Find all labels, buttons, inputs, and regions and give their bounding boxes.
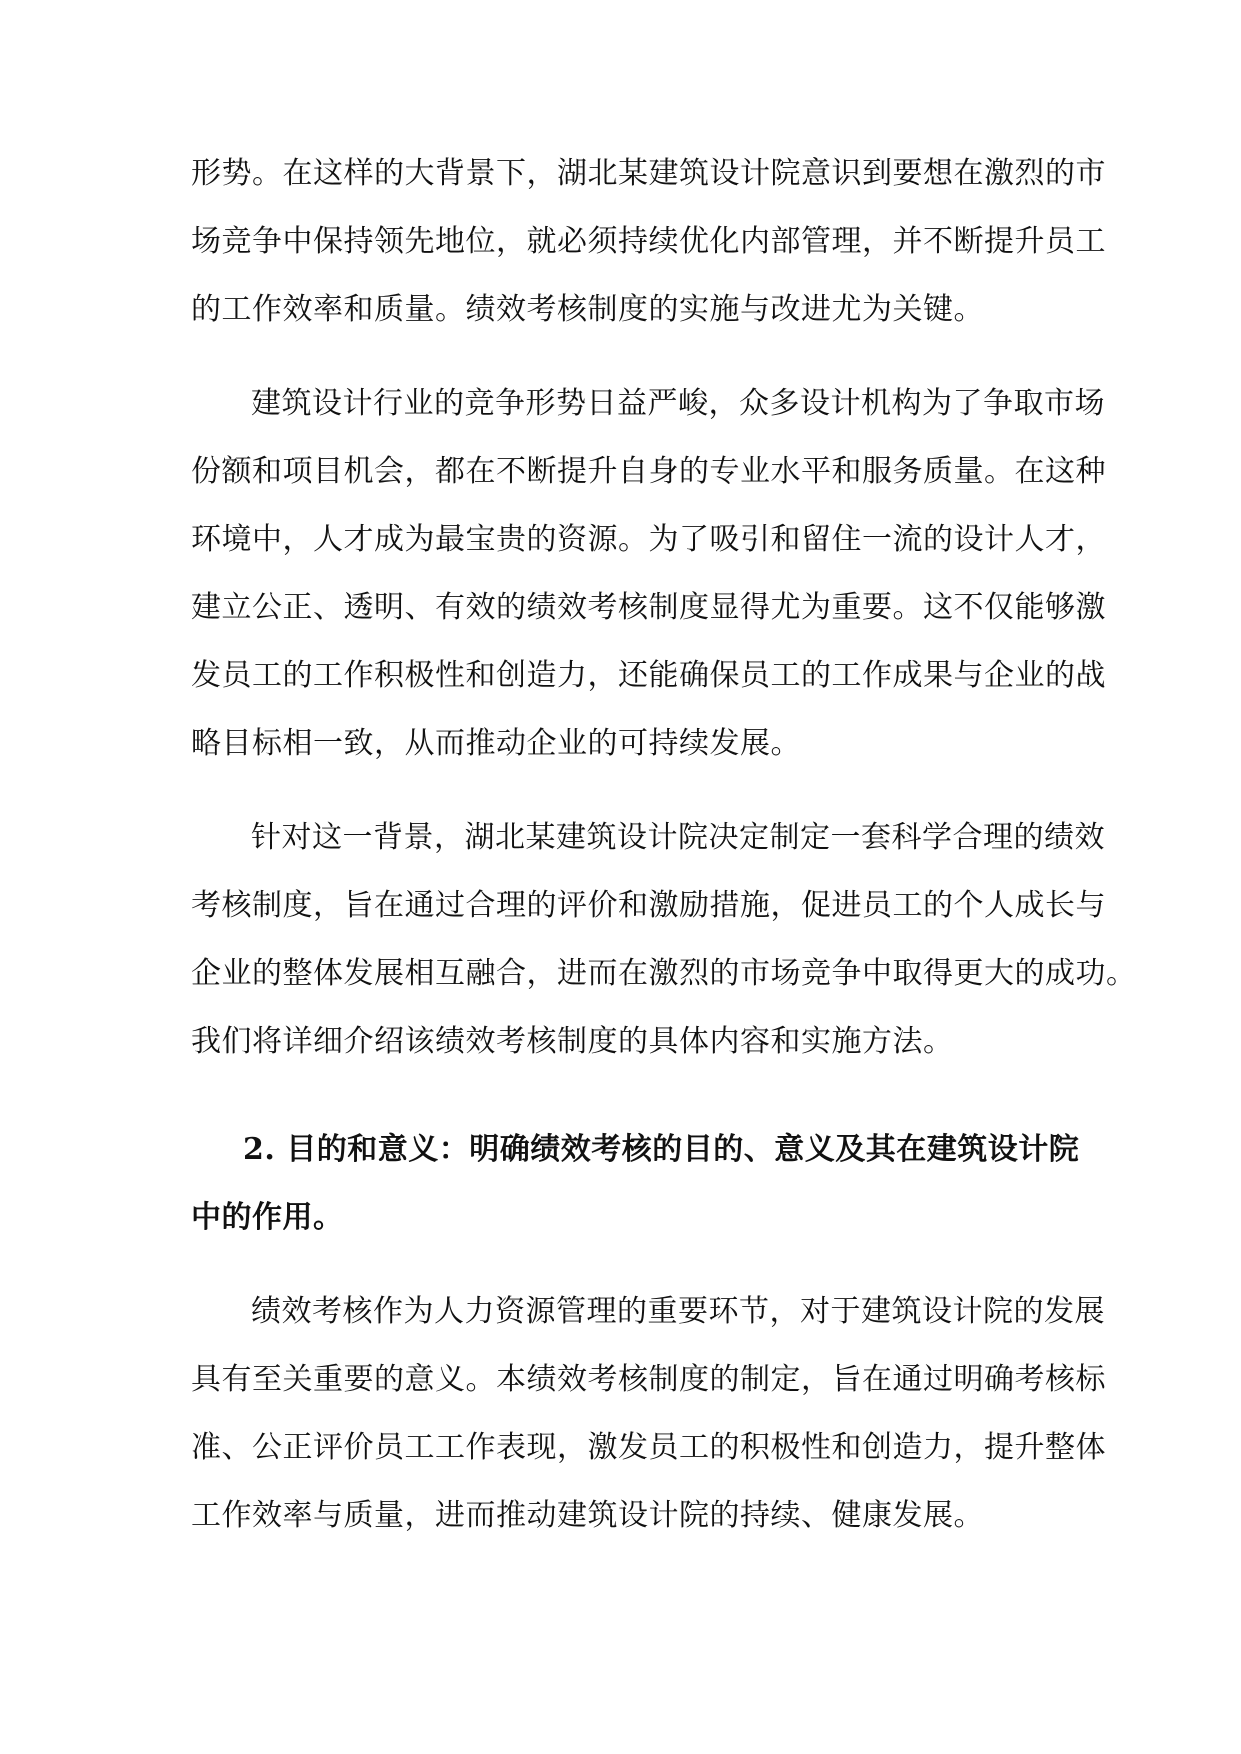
paragraph-line: 绩效考核作为人力资源管理的重要环节，对于建筑设计院的发展: [251, 1294, 1105, 1329]
paragraph-line: 针对这一背景，湖北某建筑设计院决定制定一套科学合理的绩效: [251, 820, 1105, 855]
paragraph-4: [191, 1278, 1106, 1550]
paragraph-line: 我们将详细介绍该绩效考核制度的具体内容和实施方法。: [191, 1024, 954, 1059]
heading-line: 中的作用。: [191, 1200, 344, 1235]
heading-line: 2. 目的和意义：明确绩效考核的目的、意义及其在建筑设计院: [243, 1132, 1080, 1167]
paragraph-line: 工作效率与质量，进而推动建筑设计院的持续、健康发展。: [191, 1498, 984, 1533]
paragraph-line: 略目标相一致，从而推动企业的可持续发展。: [191, 726, 801, 761]
paragraph-line: 建立公正、透明、有效的绩效考核制度显得尤为重要。这不仅能够激: [191, 590, 1106, 625]
paragraph-line: 形势。在这样的大背景下，湖北某建筑设计院意识到要想在激烈的市: [191, 156, 1106, 191]
paragraph-2: [191, 370, 1106, 778]
document-body: [191, 140, 1137, 1550]
paragraph-line: 环境中，人才成为最宝贵的资源。为了吸引和留住一流的设计人才，: [191, 522, 1106, 557]
paragraph-line: 具有至关重要的意义。本绩效考核制度的制定，旨在通过明确考核标: [191, 1362, 1106, 1397]
paragraph-3: [191, 804, 1137, 1076]
section-heading: [191, 1116, 1080, 1252]
paragraph-line: 准、公正评价员工工作表现，激发员工的积极性和创造力，提升整体: [191, 1430, 1106, 1465]
paragraph-line: 场竞争中保持领先地位，就必须持续优化内部管理，并不断提升员工: [191, 224, 1106, 259]
paragraph-line: 发员工的工作积极性和创造力，还能确保员工的工作成果与企业的战: [191, 658, 1106, 693]
paragraph-line: 的工作效率和质量。绩效考核制度的实施与改进尤为关键。: [191, 292, 984, 327]
paragraph-1: [191, 140, 1106, 344]
paragraph-line: 考核制度，旨在通过合理的评价和激励措施，促进员工的个人成长与: [191, 888, 1106, 923]
paragraph-line: 企业的整体发展相互融合，进而在激烈的市场竞争中取得更大的成功。: [191, 956, 1137, 991]
paragraph-line: 建筑设计行业的竞争形势日益严峻，众多设计机构为了争取市场: [251, 386, 1105, 421]
paragraph-line: 份额和项目机会，都在不断提升自身的专业水平和服务质量。在这种: [191, 454, 1106, 489]
